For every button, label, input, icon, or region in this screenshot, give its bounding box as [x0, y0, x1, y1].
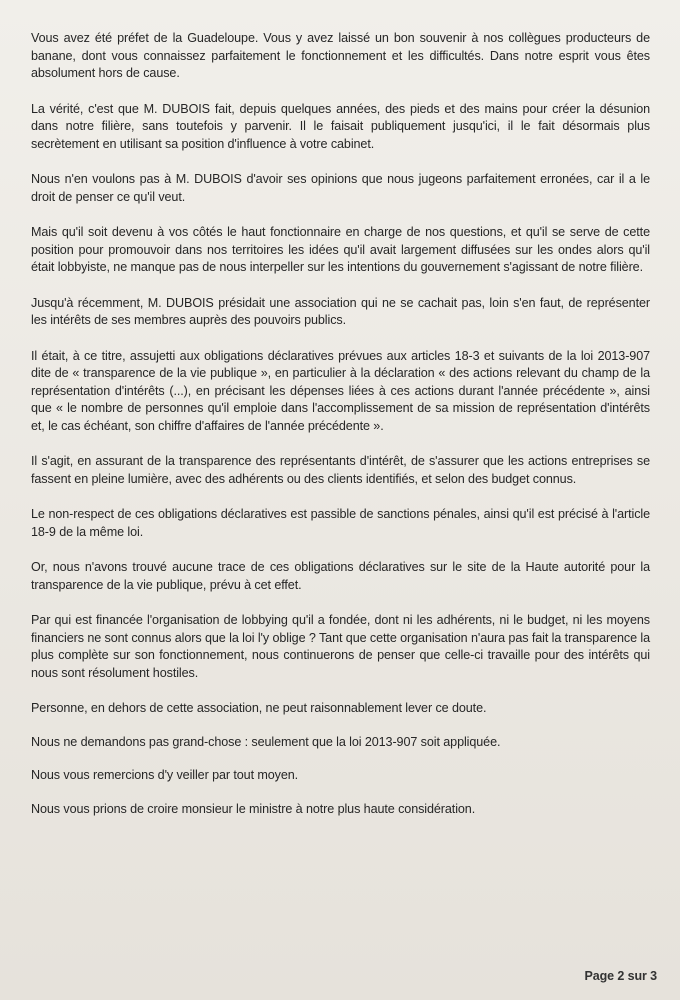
- page-label: Page: [584, 968, 614, 983]
- page-number: [585, 968, 657, 986]
- page-current: 2: [617, 968, 625, 983]
- paragraph-4: Mais qu'il soit devenu à vos côtés le haut fonctionnaire en charge de nos questions, et qu'il se serve de cette position pour promouvoir dans nos territoires les idées qu'il avait largement diffusées sur les ondes alors qu'il était lobbyiste, ne manque pas de nous interpeller sur les intentions du gouvernement s'agissant de notre filière.: [31, 225, 650, 274]
- paragraph-2: La vérité, c'est que M. DUBOIS fait, depuis quelques années, des pieds et des mains pour créer la désunion dans notre filière, sans toutefois y parvenir. Il le faisait publiquement jusqu'ici, il le fait désormais plus secrètement en utilisant sa position d'influence à votre cabinet.: [31, 101, 650, 151]
- paragraph-11: Personne, en dehors de cette association, ne peut raisonnablement lever ce doute.: [31, 701, 487, 715]
- paragraph-5: Jusqu'à récemment, M. DUBOIS présidait une association qui ne se cachait pas, loin s'en faut, de représenter les intérêts de ses membres auprès des pouvoirs publics.: [31, 295, 650, 327]
- paragraph-9: Or, nous n'avons trouvé aucune trace de ces obligations déclaratives sur le site de la Haute autorité pour la transparence de la vie publique, prévu à cet effet.: [31, 560, 650, 592]
- paragraph-13: Nous vous remercions d'y veiller par tout moyen.: [31, 768, 299, 782]
- closing-paragraph: Nous vous prions de croire monsieur le ministre à notre plus haute considération.: [31, 801, 476, 816]
- page-total: 3: [650, 968, 657, 983]
- paragraph-3: Nous n'en voulons pas à M. DUBOIS d'avoir ses opinions que nous jugeons parfaitement erronées, car il a le droit de penser ce qu'il veut.: [31, 172, 650, 204]
- page-separator: sur: [627, 968, 647, 983]
- paragraph-10: Par qui est financée l'organisation de lobbying qu'il a fondée, dont ni les adhérents, ni le budget, ni les moyens financiers ne sont connus alors que la loi l'y oblige ? Tant que cette organisation n'aura pas fait la transparence la plus complète sur son fonctionnement, nous continuerons de penser que celle-ci travaille pour des intérêts qui nous sont résolument hostiles.: [31, 613, 650, 680]
- paragraph-12: Nous ne demandons pas grand-chose : seulement que la loi 2013-907 soit appliquée.: [31, 734, 501, 749]
- paragraph-7: Il s'agit, en assurant de la transparence des représentants d'intérêt, de s'assurer que les actions entreprises se fassent en pleine lumière, avec des adhérents ou des clients identifiés, et selon des budget connus.: [31, 454, 650, 486]
- paragraph-1: Vous avez été préfet de la Guadeloupe. Vous y avez laissé un bon souvenir à nos collègues producteurs de banane, dont vous connaissez parfaitement le fonctionnement et les difficultés. Dans notre esprit vous êtes absolument hors de cause.: [31, 31, 650, 80]
- paragraph-8: Le non-respect de ces obligations déclaratives est passible de sanctions pénales, ainsi qu'il est précisé à l'article 18-9 de la même loi.: [31, 507, 650, 539]
- paragraph-6: Il était, à ce titre, assujetti aux obligations déclaratives prévues aux articles 18-3 et suivants de la loi 2013-907 dite de « transparence de la vie publique », en particulier à la déclaration « des actions relevant du champ de la représentation d'intérêts (...), en précisant les dépenses liées à ces actions durant l'année précédente », ainsi que « le nombre de personnes qu'il emploie dans l'accomplissement de sa mission de représentation d'intérêts et, le cas échéant, son chiffre d'affaires de l'année précédente ».: [31, 348, 650, 433]
